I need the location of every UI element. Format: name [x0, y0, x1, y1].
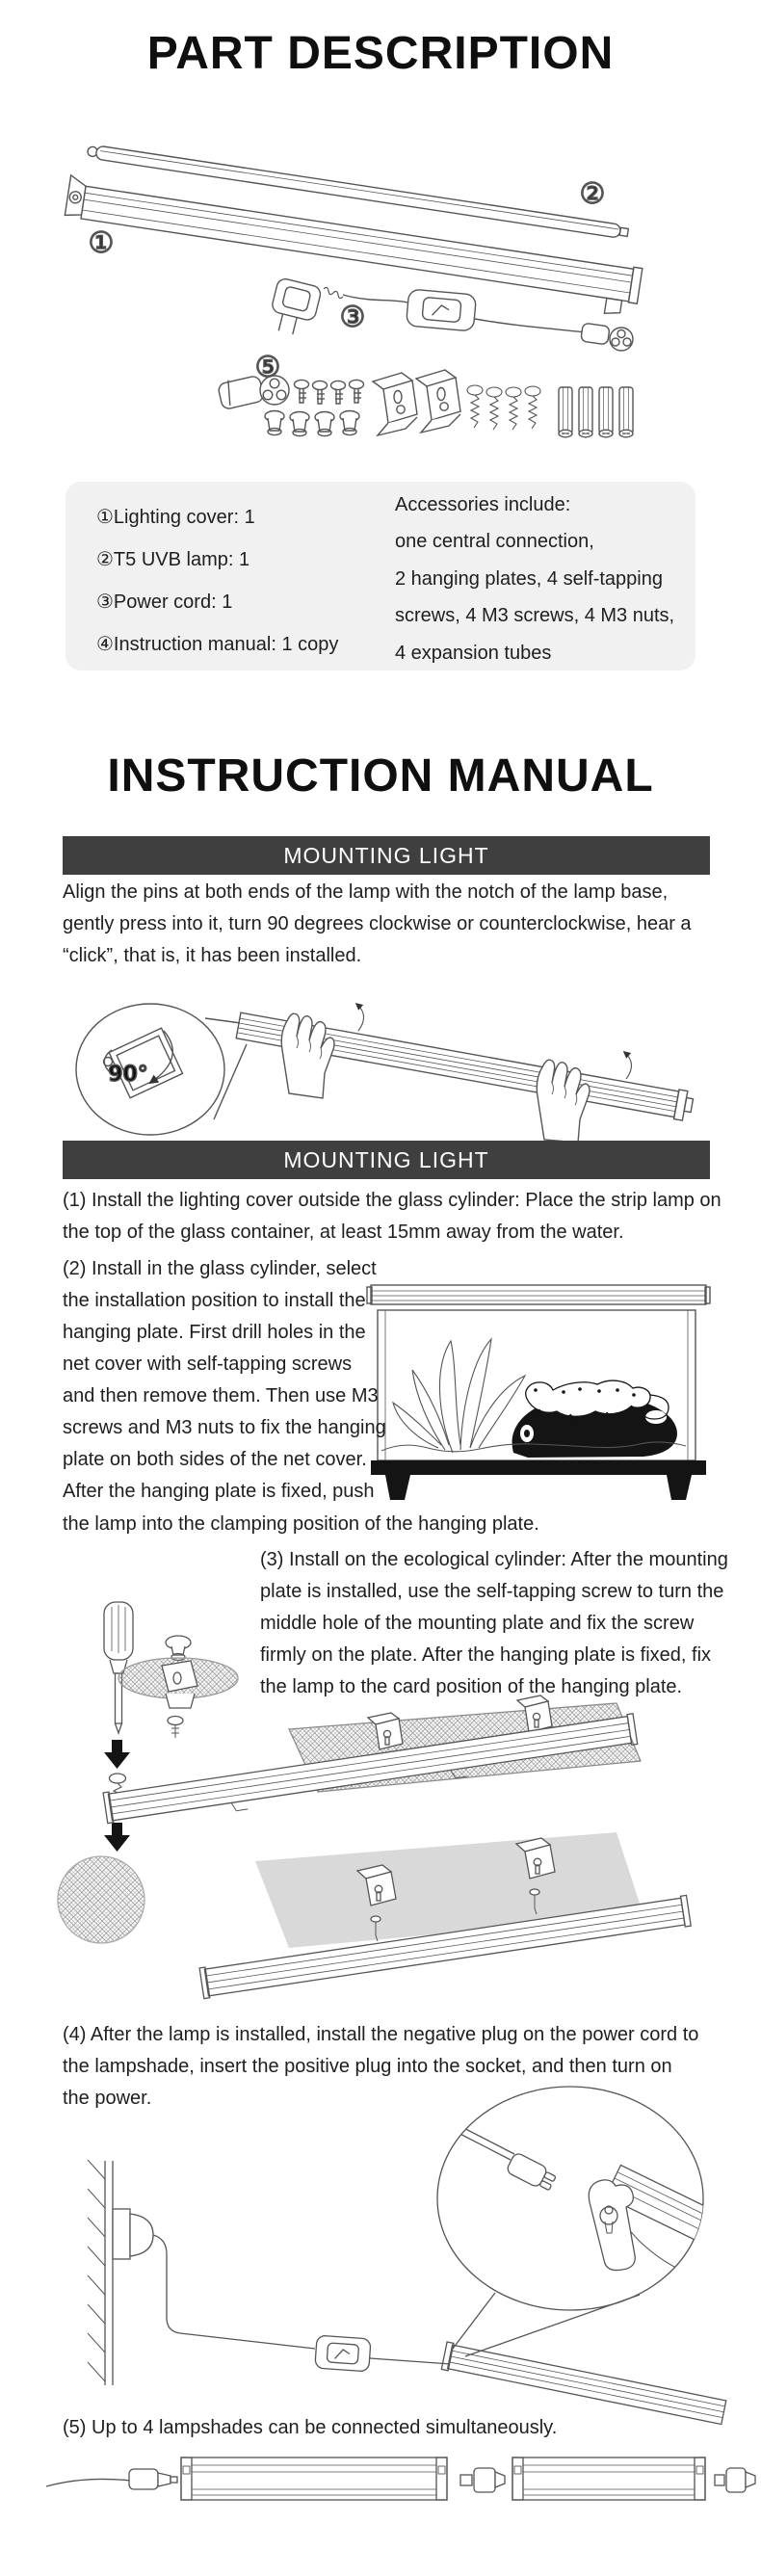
daisy-chain-diagram: [46, 2458, 755, 2500]
body-line: plate is installed, use the self-tapping screw to turn the: [260, 1581, 724, 1602]
body-line: After the hanging plate is fixed, push: [63, 1481, 375, 1502]
body-line: firmly on the plate. After the hanging plate is fixed, fix: [260, 1644, 712, 1666]
label-5: ⑤: [254, 351, 281, 384]
body-line: Align the pins at both ends of the lamp with the notch of the lamp base,: [63, 881, 669, 903]
mesh-patch-icon: [118, 1658, 238, 1708]
terrarium-diagram: [367, 1285, 710, 1500]
body-line: the top of the glass container, at least 15mm away from the water.: [63, 1222, 624, 1243]
label-1: ①: [88, 226, 115, 260]
body-line: gently press into it, turn 90 degrees clockwise or counterclockwise, hear a: [63, 913, 692, 934]
left-hand-icon: [281, 1013, 334, 1098]
plant-icon: [393, 1339, 525, 1453]
small-screw-icon: [168, 1717, 183, 1739]
body-line: screws and M3 nuts to fix the hanging: [63, 1417, 386, 1438]
page-title-instruction-manual: INSTRUCTION MANUAL: [107, 750, 654, 802]
body-line: (4) After the lamp is installed, install the negative plug on the power cord to: [63, 2024, 699, 2045]
m3-screws-icon: [295, 380, 364, 404]
angle-label: 90°: [108, 1063, 148, 1087]
body-line: middle hole of the mounting plate and fix the screw: [260, 1613, 695, 1634]
down-arrow-icon-2: [104, 1823, 130, 1852]
expansion-tubes-icon: [559, 387, 633, 437]
body-line: net cover with self-tapping screws: [63, 1354, 353, 1375]
body-line: and then remove them. Then use M3: [63, 1385, 379, 1406]
parts-item: ②T5 UVB lamp: 1: [96, 549, 250, 570]
body-line: (5) Up to 4 lampshades can be connected simultaneously.: [63, 2417, 558, 2438]
accessories-line: 4 expansion tubes: [395, 643, 552, 664]
parts-item: ①Lighting cover: 1: [96, 507, 255, 528]
down-arrow-icon: [104, 1740, 130, 1769]
lamp-unit-icon: [181, 2458, 447, 2500]
tank-base: [371, 1460, 706, 1475]
body-line: the installation position to install the: [63, 1290, 366, 1311]
label-2: ②: [579, 177, 606, 211]
body-line: hanging plate. First drill holes in the: [63, 1322, 366, 1343]
strip-lamp-icon: [367, 1285, 710, 1304]
chain-cord: [46, 2479, 131, 2486]
power-cord-line2: [475, 319, 586, 332]
parts-diagram: [63, 145, 643, 437]
cord-connector-icon: [581, 323, 633, 351]
body-line: the lamp to the card position of the hanging plate.: [260, 1676, 683, 1697]
m3-nuts-icon: [265, 411, 359, 436]
wall-mount-diagram: [88, 2087, 761, 2426]
power-plug-icon: [267, 277, 343, 339]
body-line: (1) Install the lighting cover outside the glass cylinder: Place the strip lamp on: [63, 1190, 722, 1211]
screw-head-icon: [166, 1636, 191, 1661]
chain-connector-icon: [460, 2468, 505, 2492]
accessories-line: Accessories include:: [395, 494, 571, 515]
body-line: the lampshade, insert the positive plug into the socket, and then turn on: [63, 2056, 672, 2077]
hanging-plates-icon: [373, 370, 460, 435]
mounted-lamp-icon: [441, 2342, 726, 2426]
body-line: “click”, that is, it has been installed.: [63, 945, 362, 966]
chain-connector-end-icon: [715, 2468, 755, 2492]
self-tapping-screws-icon: [467, 385, 540, 430]
body-line: (2) Install in the glass cylinder, select: [63, 1258, 377, 1279]
body-line: (3) Install on the ecological cylinder: After the mounting: [260, 1549, 728, 1570]
inline-switch-icon: [406, 289, 476, 331]
parts-item: ③Power cord: 1: [96, 591, 233, 613]
mesh-circle-icon: [58, 1856, 144, 1943]
lamp-rotation-diagram: [76, 1004, 695, 1143]
body-line: plate on both sides of the net cover.: [63, 1449, 367, 1470]
page-title-part-description: PART DESCRIPTION: [146, 28, 615, 79]
accessories-line: 2 hanging plates, 4 self-tapping: [395, 568, 663, 590]
section-header-mounting-light-2: MOUNTING LIGHT: [63, 1141, 710, 1179]
lamp-unit-icon-2: [512, 2458, 705, 2500]
cord-line: [153, 2235, 315, 2349]
wall-icon: [88, 2160, 113, 2385]
accessories-line: one central connection,: [395, 531, 594, 552]
body-line: the lamp into the clamping position of the hanging plate.: [63, 1513, 539, 1535]
section-header-mounting-light-1: MOUNTING LIGHT: [63, 836, 710, 875]
right-hand-icon: [537, 1060, 590, 1143]
inline-switch-icon-2: [315, 2335, 371, 2372]
accessories-line: screws, 4 M3 screws, 4 M3 nuts,: [395, 605, 675, 626]
parts-item: ④Instruction manual: 1 copy: [96, 634, 339, 655]
socket-icon: [113, 2209, 153, 2259]
label-3: ③: [339, 301, 366, 334]
chain-plug-icon: [129, 2469, 177, 2489]
body-line: the power.: [63, 2088, 152, 2109]
